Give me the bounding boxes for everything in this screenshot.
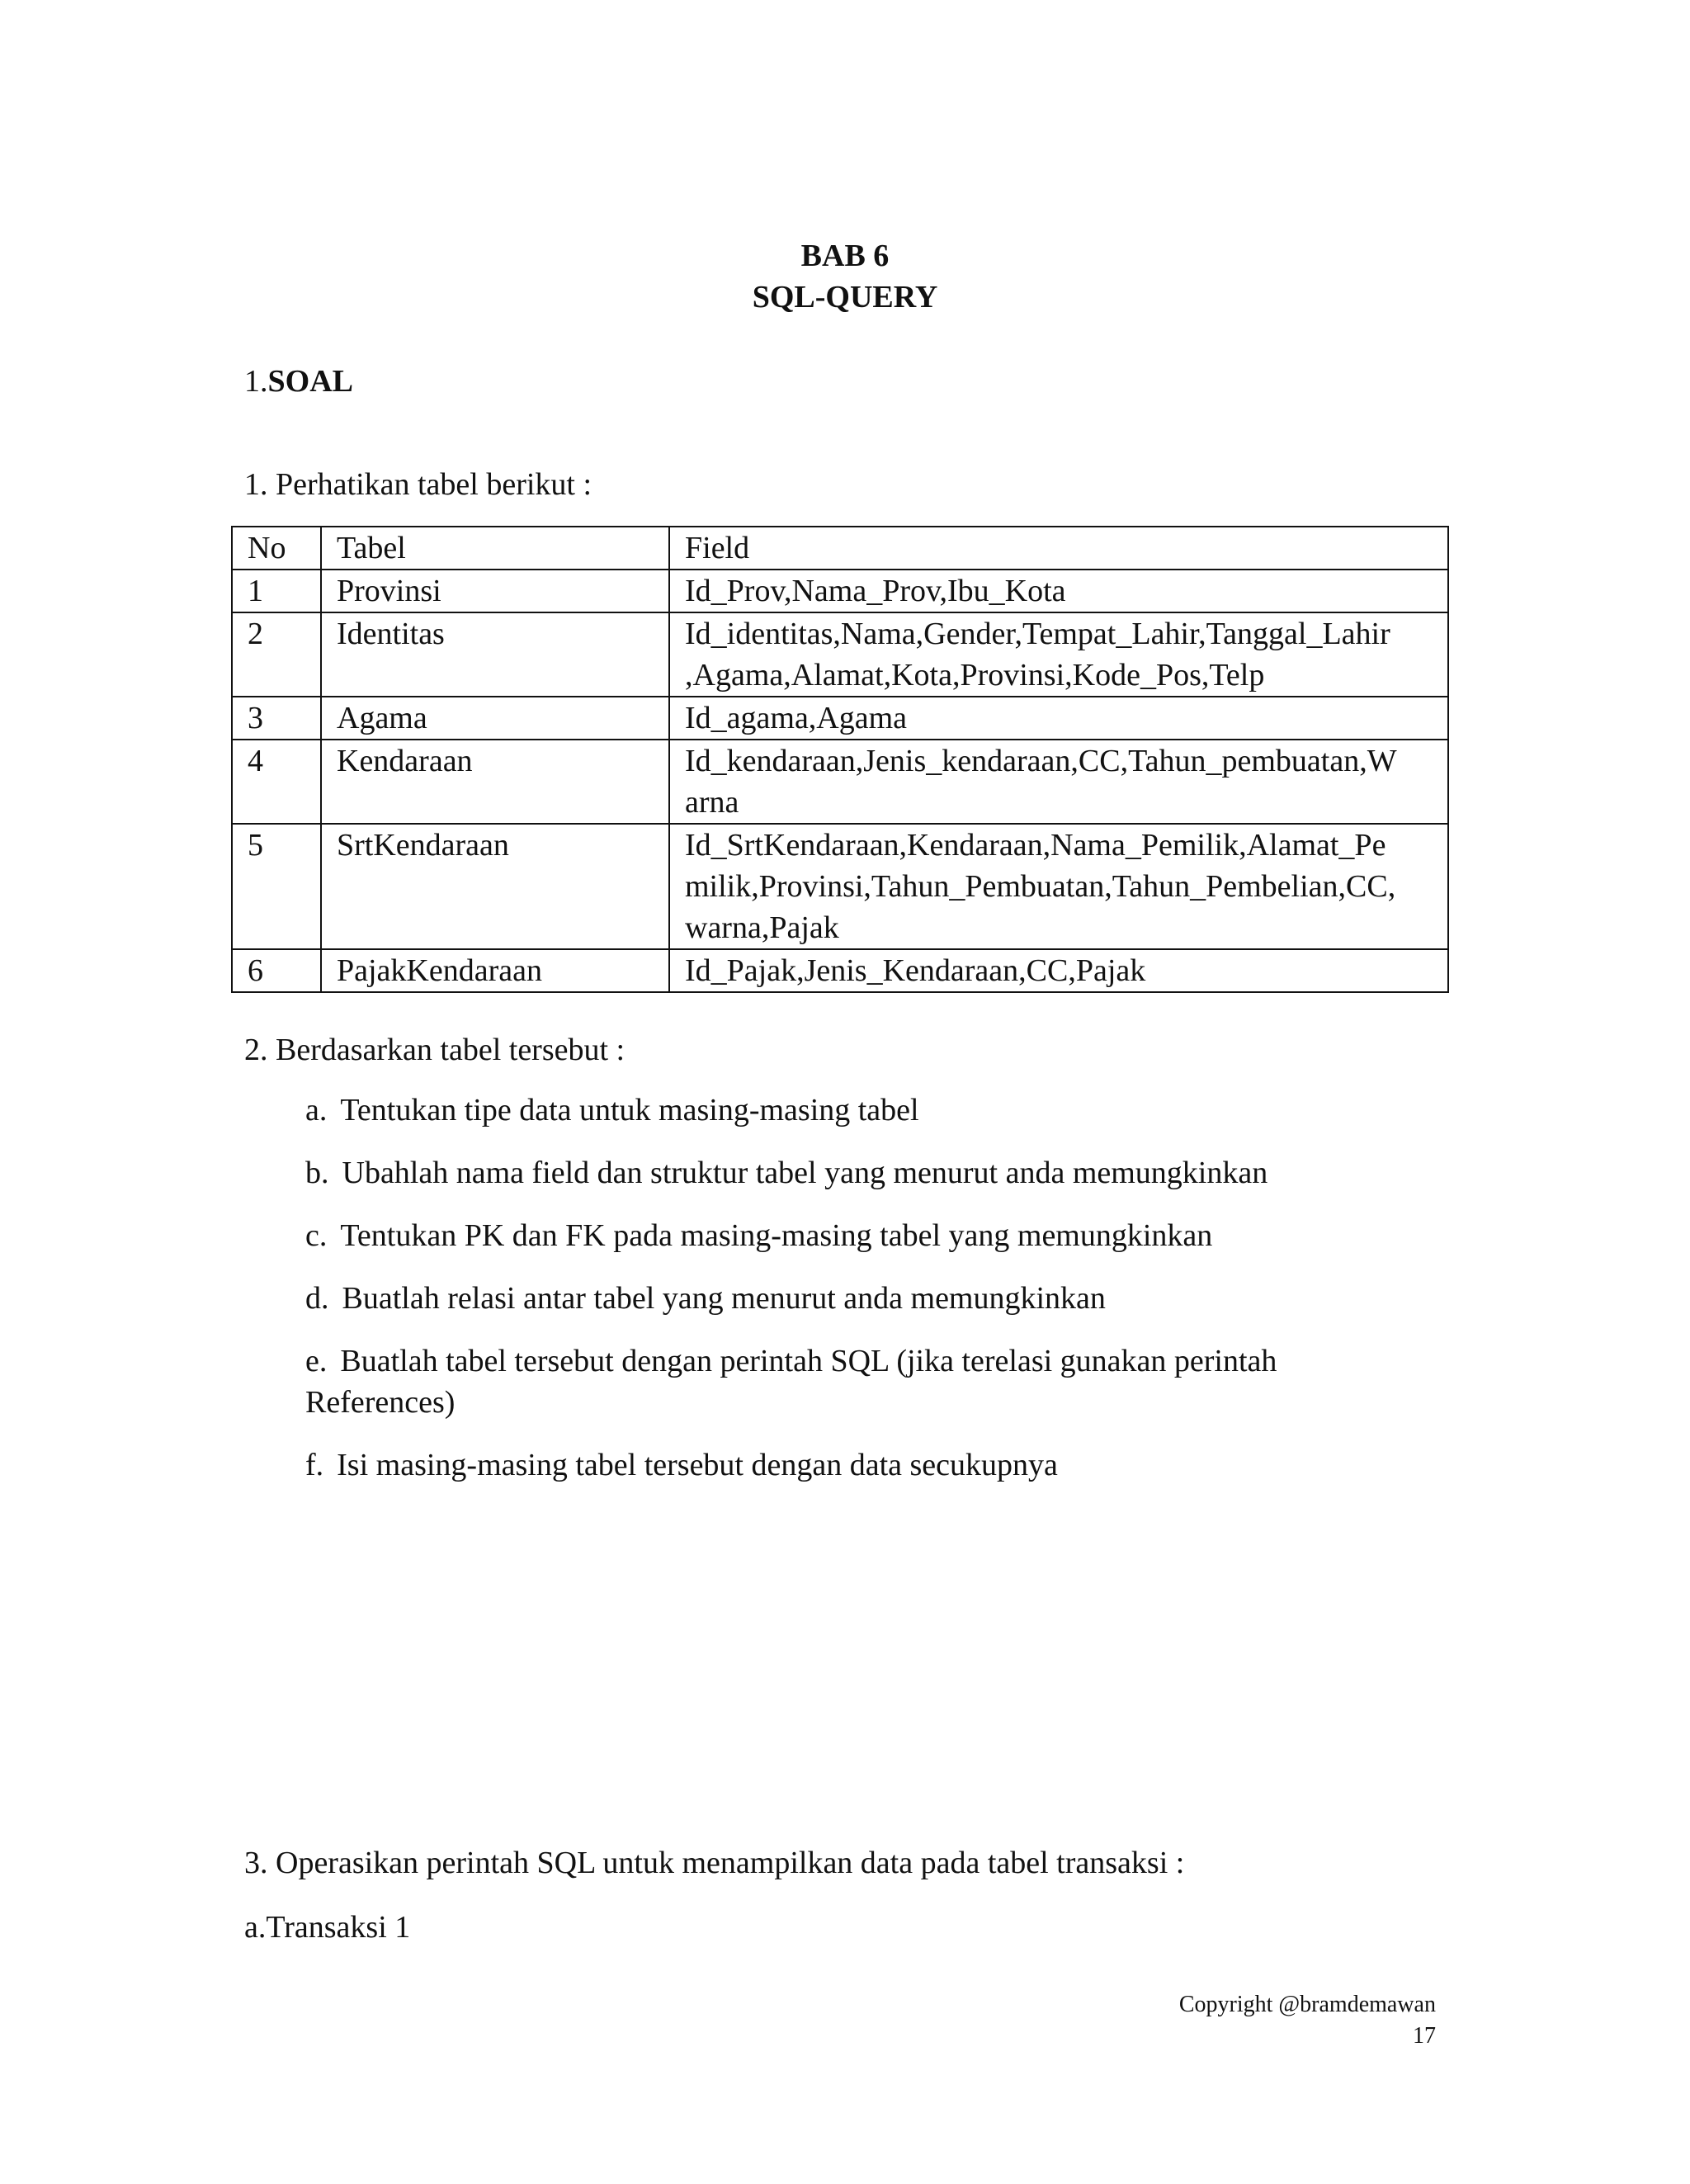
field-line: Id_agama,Agama [685,701,908,735]
list-item [305,1152,1403,1194]
question-2-list [305,1090,1403,1507]
copyright-text: Copyright @bramdemawan [1178,1992,1436,2017]
page-footer [1179,1989,1436,2052]
table-row [232,949,1448,992]
row-tabel: Provinsi [321,570,669,612]
section-number: 1. [244,364,268,399]
field-line: warna,Pajak [685,910,839,945]
list-item [305,1278,1403,1319]
row-tabel: PajakKendaraan [321,949,669,992]
section-label: SOAL [267,364,353,399]
row-no: 5 [232,824,321,949]
section-heading [244,361,353,402]
row-tabel: SrtKendaraan [321,824,669,949]
row-no: 3 [232,697,321,740]
list-item-text: Buatlah tabel tersebut dengan perintah SQL (jika terelasi gunakan perintah References) [305,1344,1277,1420]
row-field [669,740,1448,824]
list-item [305,1340,1403,1423]
table-row [232,697,1448,740]
list-item [305,1215,1403,1256]
row-field [669,949,1448,992]
field-line: arna [685,785,739,820]
row-field [669,570,1448,612]
list-item-text: Ubahlah nama field dan struktur tabel yang menurut anda memungkinkan [342,1156,1268,1190]
table-header-row [232,527,1448,570]
table-row [232,824,1448,949]
list-item-text: Tentukan PK dan FK pada masing-masing tabel yang memungkinkan [340,1218,1213,1253]
field-line: Id_Prov,Nama_Prov,Ibu_Kota [685,574,1066,608]
row-no: 1 [232,570,321,612]
list-marker: d. [305,1281,329,1316]
field-line: milik,Provinsi,Tahun_Pembuatan,Tahun_Pembelian,CC, [685,869,1396,904]
question-1-text: 1. Perhatikan tabel berikut : [244,467,592,502]
row-field [669,612,1448,697]
chapter-title: BAB 6 [800,239,890,273]
list-marker: b. [305,1156,329,1190]
chapter-subtitle: SQL-QUERY [752,280,938,314]
question-3-sub: a.Transaksi 1 [244,1910,411,1945]
field-line: ,Agama,Alamat,Kota,Provinsi,Kode_Pos,Telp [685,658,1265,693]
page-number: 17 [1413,2023,1436,2049]
header-no: No [232,527,321,570]
list-marker: c. [305,1218,328,1253]
row-field [669,697,1448,740]
header-tabel: Tabel [321,527,669,570]
row-tabel: Agama [321,697,669,740]
row-field [669,824,1448,949]
list-item [305,1090,1403,1131]
table-row [232,612,1448,697]
fields-table [231,526,1449,993]
field-line: Id_kendaraan,Jenis_kendaraan,CC,Tahun_pembuatan,W [685,744,1397,778]
row-no: 6 [232,949,321,992]
question-2-text: 2. Berdasarkan tabel tersebut : [244,1033,625,1067]
list-item [305,1444,1403,1486]
header-field: Field [669,527,1448,570]
field-line: Id_Pajak,Jenis_Kendaraan,CC,Pajak [685,953,1146,988]
list-item-text: Tentukan tipe data untuk masing-masing tabel [340,1093,919,1127]
row-tabel: Identitas [321,612,669,697]
row-no: 4 [232,740,321,824]
list-item-text: Buatlah relasi antar tabel yang menurut anda memungkinkan [342,1281,1106,1316]
list-marker: e. [305,1344,328,1378]
list-item-text: Isi masing-masing tabel tersebut dengan data secukupnya [337,1448,1058,1482]
table-row [232,570,1448,612]
question-3-text: 3. Operasikan perintah SQL untuk menampilkan data pada tabel transaksi : [244,1846,1185,1880]
field-line: Id_identitas,Nama,Gender,Tempat_Lahir,Tanggal_Lahir [685,617,1390,651]
list-marker: f. [305,1448,324,1482]
table-row [232,740,1448,824]
row-tabel: Kendaraan [321,740,669,824]
row-no: 2 [232,612,321,697]
field-line: Id_SrtKendaraan,Kendaraan,Nama_Pemilik,Alamat_Pe [685,828,1386,863]
list-marker: a. [305,1093,328,1127]
